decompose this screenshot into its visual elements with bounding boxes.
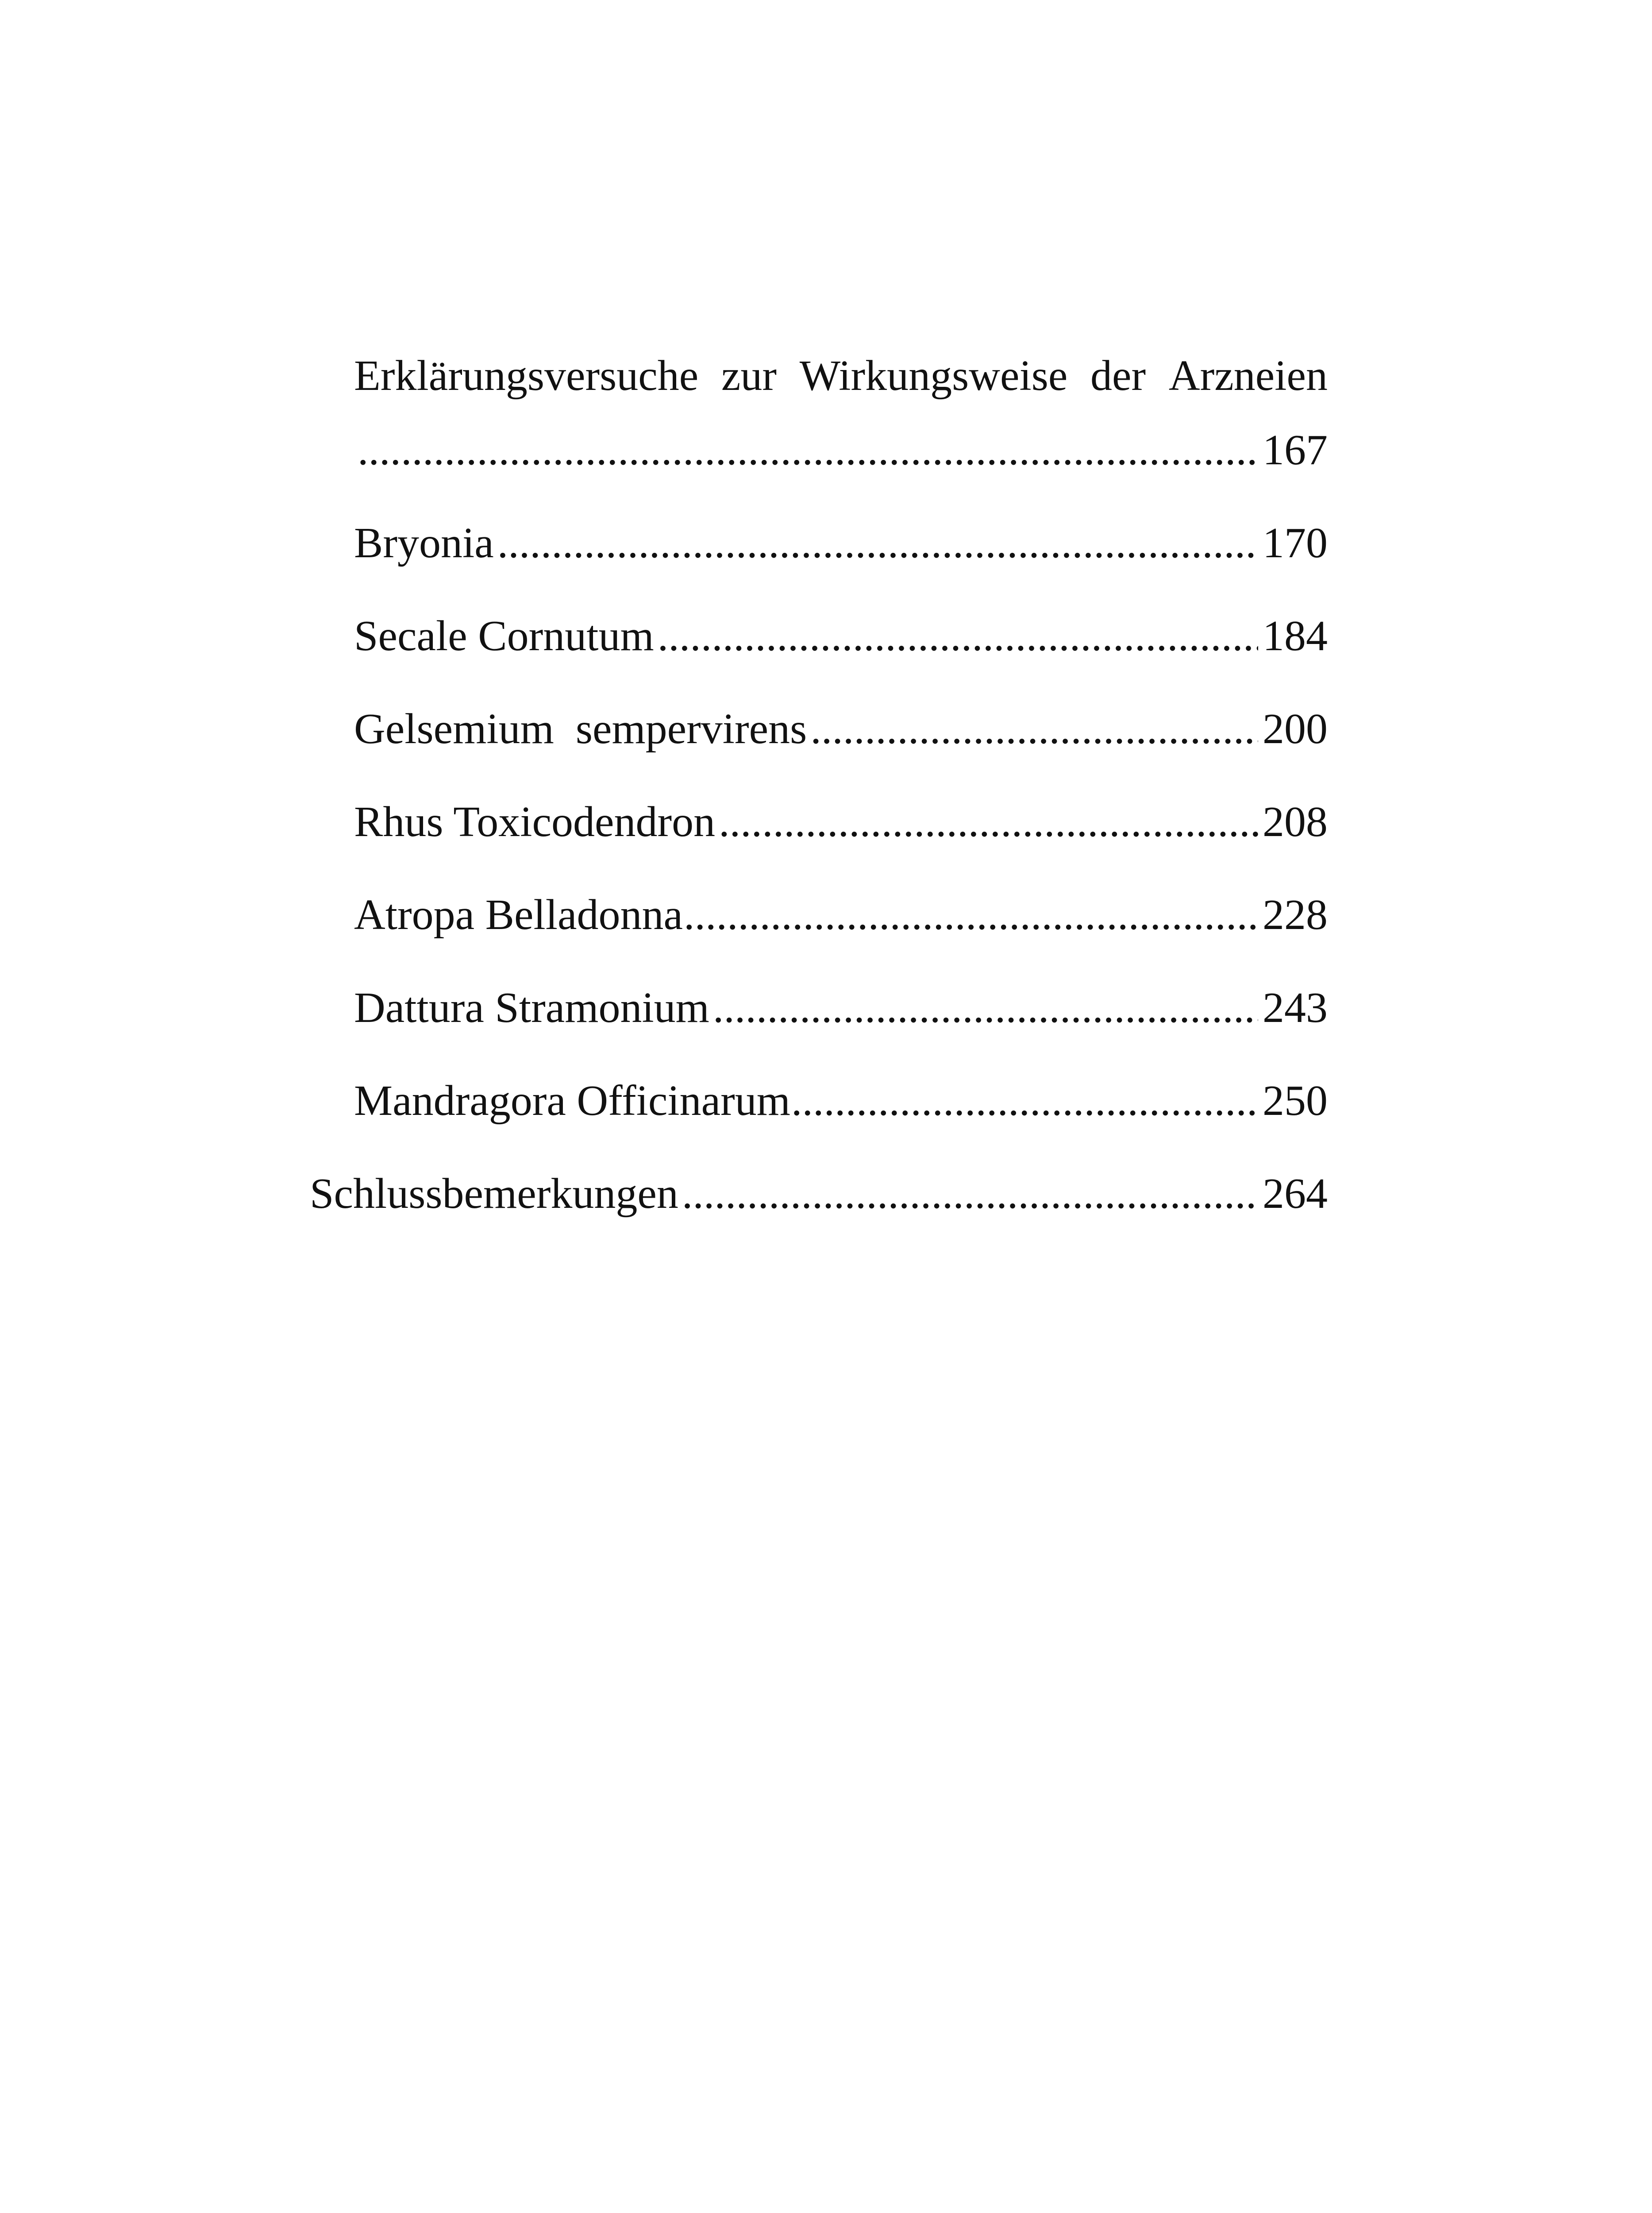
toc-page-number: 250 xyxy=(1263,1077,1328,1125)
toc-title-word: Erklärungsversuche xyxy=(354,352,699,400)
toc-title: Schlussbemerkungen xyxy=(310,1170,678,1218)
toc-title: Dattura Stramonium xyxy=(354,984,709,1032)
toc-title: Secale Cornutum xyxy=(354,612,654,660)
toc-entry[interactable] xyxy=(310,800,1328,844)
toc-entry[interactable] xyxy=(310,1077,1328,1125)
toc-page-number: 208 xyxy=(1263,798,1328,846)
toc-dot-leader xyxy=(719,800,1258,844)
toc-entry[interactable] xyxy=(310,1170,1328,1218)
toc-title: Mandragora Officinarum xyxy=(354,1077,790,1125)
toc-entry-leader-line[interactable] xyxy=(310,428,1328,472)
toc-title-word: Arzneien xyxy=(1168,352,1328,400)
toc-entry[interactable] xyxy=(310,893,1328,937)
toc-dot-leader xyxy=(713,986,1258,1029)
toc-page-number: 184 xyxy=(1263,612,1328,660)
toc-title-word: zur xyxy=(721,352,777,400)
toc-dot-leader xyxy=(791,1079,1258,1122)
toc-page-number: 170 xyxy=(1263,519,1328,567)
toc-title: Bryonia xyxy=(354,519,494,567)
toc-dot-leader xyxy=(682,1172,1258,1215)
toc-dot-leader xyxy=(358,428,1258,472)
toc-entry[interactable] xyxy=(310,707,1328,751)
toc-page-number: 243 xyxy=(1263,984,1328,1032)
toc-title: Atropa Belladonna xyxy=(354,891,683,939)
toc-page-number: 200 xyxy=(1263,705,1328,753)
toc-entry[interactable] xyxy=(310,521,1328,565)
table-of-contents xyxy=(310,354,1328,1265)
toc-title-word: Wirkungsweise xyxy=(799,352,1068,400)
toc-title: Rhus Toxicodendron xyxy=(354,798,716,846)
toc-title: Gelsemium sempervirens xyxy=(354,705,807,753)
toc-page-number: 228 xyxy=(1263,891,1328,939)
toc-dot-leader xyxy=(658,614,1258,658)
toc-dot-leader xyxy=(684,893,1258,937)
toc-dot-leader xyxy=(810,707,1258,751)
toc-dot-leader xyxy=(497,521,1258,565)
toc-page-number: 264 xyxy=(1263,1170,1328,1218)
toc-entry-title-line xyxy=(310,352,1328,400)
toc-entry[interactable] xyxy=(310,984,1328,1032)
toc-page-number: 167 xyxy=(1263,426,1328,474)
toc-title-word: der xyxy=(1090,352,1146,400)
toc-entry[interactable] xyxy=(310,614,1328,658)
